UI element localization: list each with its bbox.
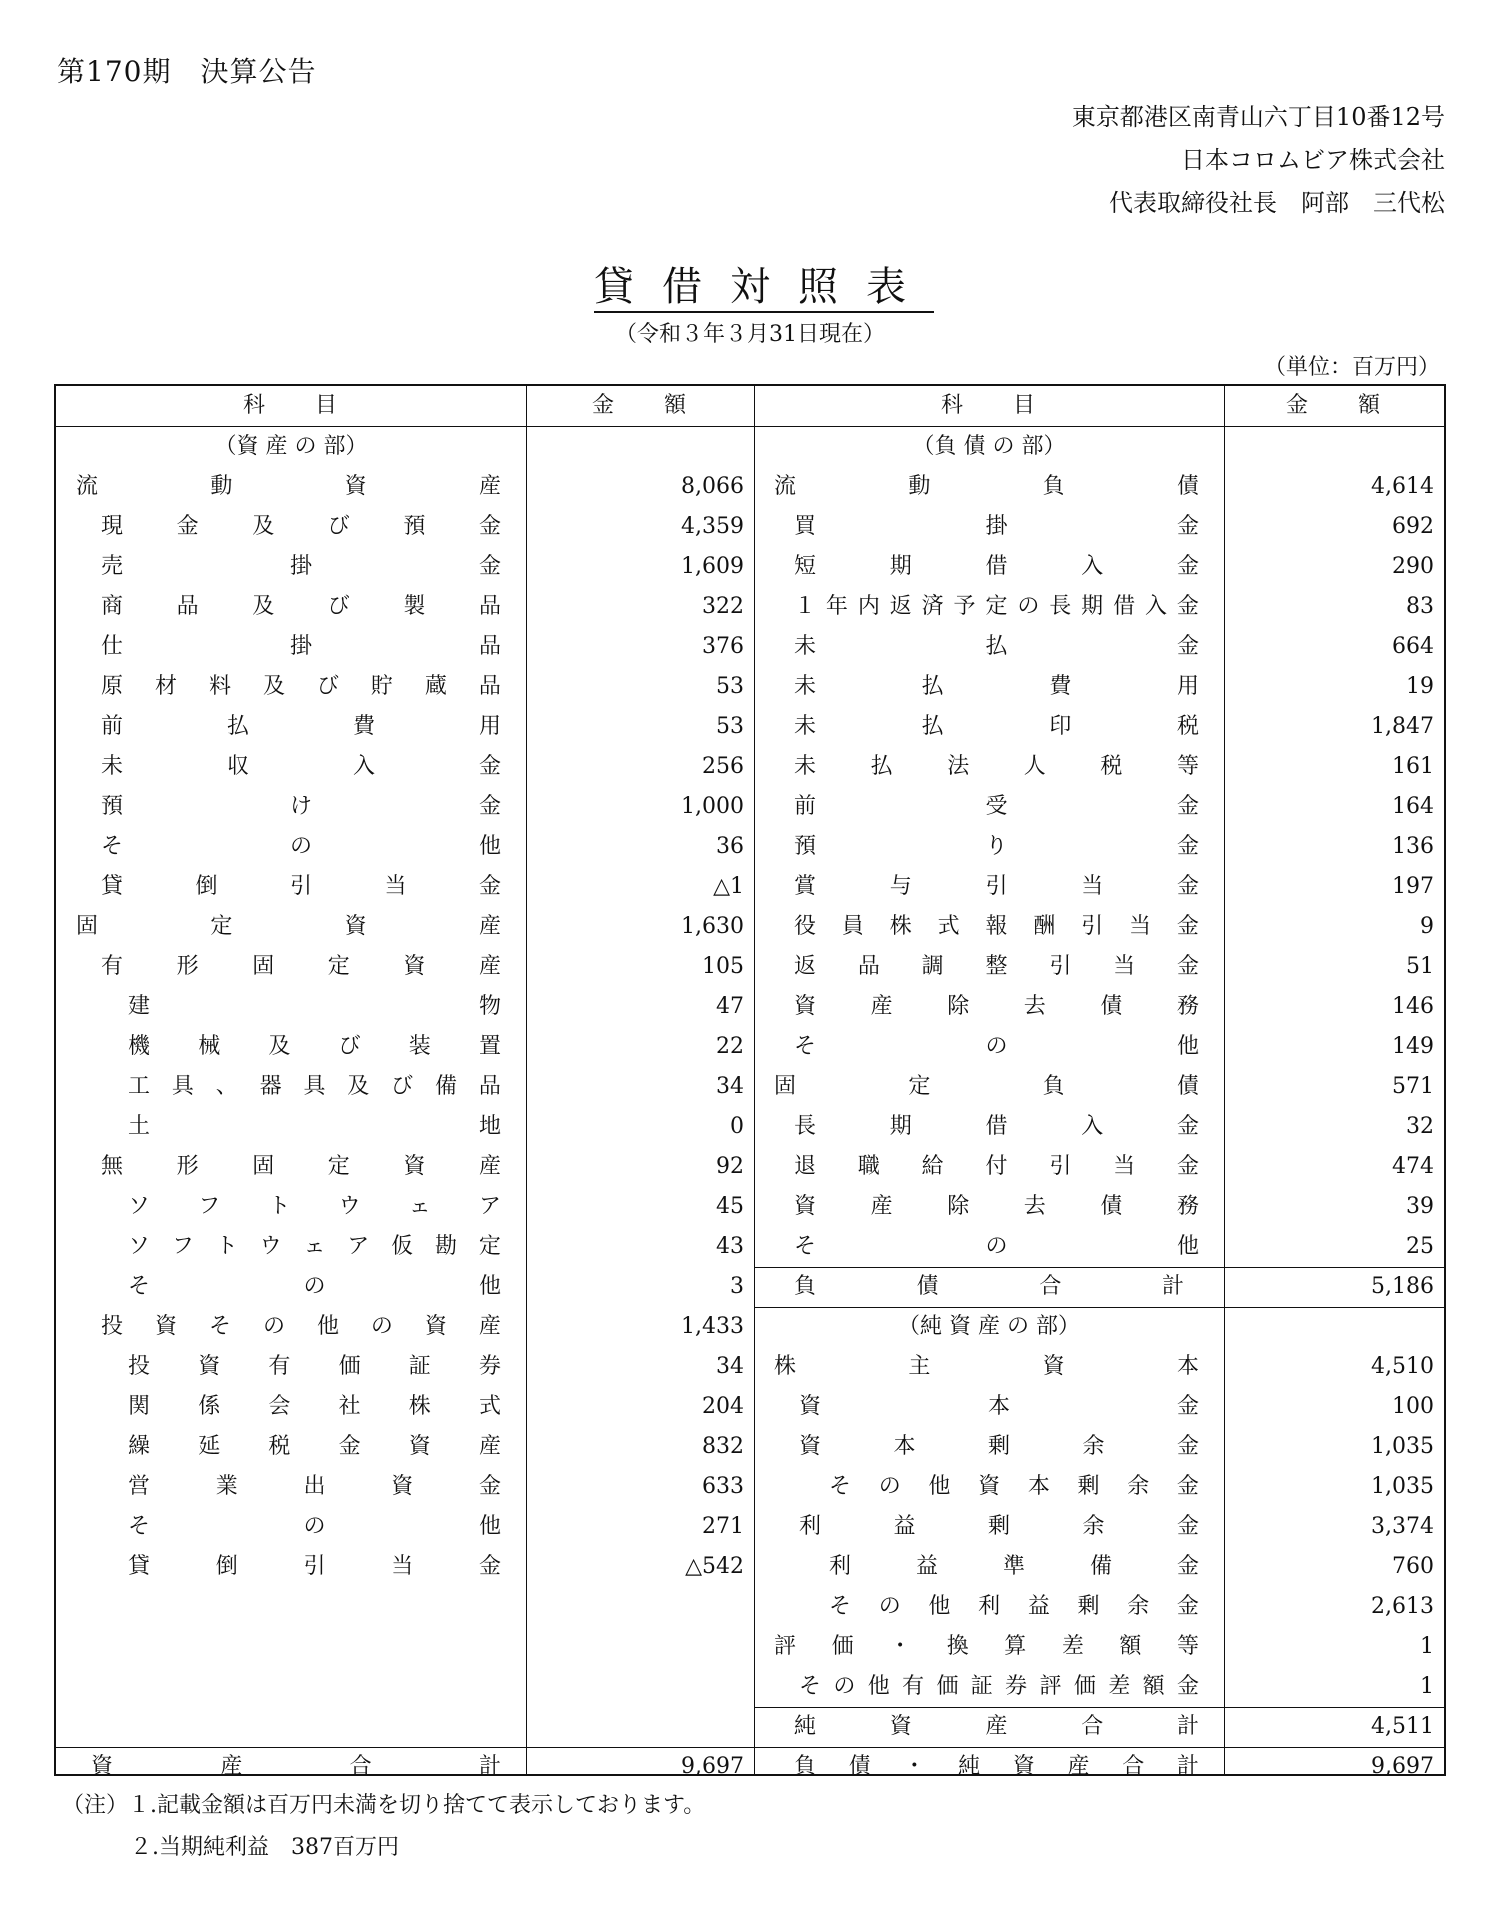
- liability-row-label: 未 払 印 税: [794, 714, 1199, 739]
- net-asset-row-amount: 1: [1420, 1674, 1434, 1699]
- asset-row-amount: 633: [702, 1474, 744, 1499]
- net-asset-row-amount: 100: [1392, 1394, 1434, 1419]
- liability-row-label: 預 り 金: [794, 834, 1199, 859]
- asset-row-label: 流 動 資 産: [76, 474, 501, 499]
- column-header-subject: 科 目: [242, 393, 339, 418]
- net-asset-row-label: 利 益 準 備 金: [829, 1554, 1199, 1579]
- asset-row-label: 建 物: [128, 994, 501, 1019]
- asset-row-label: ソ フ ト ウ ェ ア 仮 勘 定: [128, 1234, 501, 1259]
- asset-row-label: そ の 他: [128, 1274, 501, 1299]
- note-line-2: ２.当期純利益 387百万円: [130, 1835, 399, 1860]
- liability-row-label: 賞 与 引 当 金: [794, 874, 1199, 899]
- liability-row-amount: 39: [1406, 1194, 1434, 1219]
- asset-row-label: 仕 掛 品: [101, 634, 501, 659]
- liability-row-amount: 149: [1392, 1034, 1434, 1059]
- liability-row-amount: 164: [1392, 794, 1434, 819]
- liability-row-amount: 664: [1392, 634, 1434, 659]
- liability-row-amount: 571: [1392, 1074, 1434, 1099]
- asset-row-label: 固 定 資 産: [76, 914, 501, 939]
- liability-row-amount: 197: [1392, 874, 1434, 899]
- liability-row-label: 買 掛 金: [794, 514, 1199, 539]
- liability-row-label: 役 員 株 式 報 酬 引 当 金: [794, 914, 1199, 939]
- net-assets-section-heading: （純 資 産 の 部）: [898, 1314, 1080, 1339]
- grand-total-amount: 9,697: [1371, 1754, 1434, 1779]
- liability-row-amount: 290: [1392, 554, 1434, 579]
- company-name: 日本コロムビア株式会社: [1181, 146, 1445, 174]
- asset-row-amount: 3: [730, 1274, 744, 1299]
- asset-row-amount: 43: [716, 1234, 744, 1259]
- asset-row-amount: 376: [702, 634, 744, 659]
- liability-row-label: 資 産 除 去 債 務: [794, 994, 1199, 1019]
- liability-row-label: 未 払 費 用: [794, 674, 1199, 699]
- note-line-1: （注）１.記載金額は百万円未満を切り捨てて表示しております。: [62, 1793, 706, 1818]
- grand-total-label: 負 債 ・ 純 資 産 合 計: [794, 1754, 1199, 1779]
- asset-row-amount: 0: [730, 1114, 744, 1139]
- liabilities-total-label: 負 債 合 計: [794, 1274, 1184, 1299]
- liability-row-amount: 9: [1420, 914, 1434, 939]
- column-rule: [754, 386, 755, 1774]
- liability-row-label: 退 職 給 付 引 当 金: [794, 1154, 1199, 1179]
- net-asset-row-label: 利 益 剰 余 金: [799, 1514, 1199, 1539]
- liability-row-amount: 4,614: [1371, 474, 1434, 499]
- asset-row-label: 無 形 固 定 資 産: [101, 1154, 501, 1179]
- net-asset-row-label: 株 主 資 本: [774, 1354, 1199, 1379]
- column-header-amount: 金 額: [591, 393, 688, 418]
- asset-row-amount: 271: [702, 1514, 744, 1539]
- liability-row-amount: 83: [1406, 594, 1434, 619]
- liability-row-amount: 25: [1406, 1234, 1434, 1259]
- liability-row-label: 短 期 借 入 金: [794, 554, 1199, 579]
- liability-row-label: １ 年 内 返 済 予 定 の 長 期 借 入 金: [794, 594, 1199, 619]
- asset-row-amount: 45: [716, 1194, 744, 1219]
- asset-row-amount: 1,630: [681, 914, 744, 939]
- asset-row-label: 投 資 有 価 証 券: [128, 1354, 501, 1379]
- asset-row-amount: 1,433: [681, 1314, 744, 1339]
- asset-row-label: 営 業 出 資 金: [128, 1474, 501, 1499]
- asset-row-amount: 53: [716, 714, 744, 739]
- asset-row-label: 投 資 そ の 他 の 資 産: [101, 1314, 501, 1339]
- notice-title: 第170期 決算公告: [57, 55, 317, 88]
- asset-row-amount: 322: [702, 594, 744, 619]
- liability-row-label: 資 産 除 去 債 務: [794, 1194, 1199, 1219]
- balance-sheet-title: 貸借対照表: [0, 255, 1500, 312]
- asset-row-amount: 4,359: [681, 514, 744, 539]
- liability-row-amount: 136: [1392, 834, 1434, 859]
- liabilities-total-amount: 5,186: [1371, 1274, 1434, 1299]
- net-asset-row-amount: 760: [1392, 1554, 1434, 1579]
- assets-section-heading: （資 産 の 部）: [214, 434, 368, 459]
- liability-row-label: そ の 他: [794, 1034, 1199, 1059]
- liability-row-label: 未 払 法 人 税 等: [794, 754, 1199, 779]
- asset-row-label: 機 械 及 び 装 置: [128, 1034, 501, 1059]
- asset-row-amount: 92: [716, 1154, 744, 1179]
- asset-row-amount: 204: [702, 1394, 744, 1419]
- net-asset-row-amount: 2,613: [1371, 1594, 1434, 1619]
- column-header-subject: 科 目: [940, 393, 1037, 418]
- net-asset-row-label: そ の 他 利 益 剰 余 金: [829, 1594, 1199, 1619]
- asset-row-amount: 34: [716, 1354, 744, 1379]
- liability-row-amount: 692: [1392, 514, 1434, 539]
- asset-row-amount: 105: [702, 954, 744, 979]
- asset-row-label: 関 係 会 社 株 式: [128, 1394, 501, 1419]
- asset-row-label: 売 掛 金: [101, 554, 501, 579]
- asset-row-amount: 1,609: [681, 554, 744, 579]
- asset-row-label: 現 金 及 び 預 金: [101, 514, 501, 539]
- net-asset-row-amount: 3,374: [1371, 1514, 1434, 1539]
- asset-row-amount: △1: [713, 874, 744, 899]
- net-asset-row-amount: 1,035: [1371, 1434, 1434, 1459]
- unit-label: （単位：百万円）: [1263, 355, 1440, 380]
- notes: [62, 1785, 705, 1869]
- asset-row-label: ソ フ ト ウ ェ ア: [128, 1194, 501, 1219]
- asset-row-label: 前 払 費 用: [101, 714, 501, 739]
- asset-row-amount: 47: [716, 994, 744, 1019]
- asset-row-label: そ の 他: [101, 834, 501, 859]
- liability-row-label: 前 受 金: [794, 794, 1199, 819]
- net-assets-total-label: 純 資 産 合 計: [794, 1714, 1199, 1739]
- asset-row-label: 工 具 、 器 具 及 び 備 品: [128, 1074, 501, 1099]
- liability-row-amount: 474: [1392, 1154, 1434, 1179]
- asset-row-amount: 22: [716, 1034, 744, 1059]
- asset-row-label: 未 収 入 金: [101, 754, 501, 779]
- assets-total-amount: 9,697: [681, 1754, 744, 1779]
- net-asset-row-amount: 1,035: [1371, 1474, 1434, 1499]
- asset-row-label: 貸 倒 引 当 金: [101, 874, 501, 899]
- asset-row-label: 預 け 金: [101, 794, 501, 819]
- asset-row-amount: 832: [702, 1434, 744, 1459]
- asset-row-amount: 34: [716, 1074, 744, 1099]
- asset-row-amount: 1,000: [681, 794, 744, 819]
- net-asset-row-amount: 4,510: [1371, 1354, 1434, 1379]
- net-asset-row-label: 資 本 剰 余 金: [799, 1434, 1199, 1459]
- net-assets-total-amount: 4,511: [1371, 1714, 1434, 1739]
- asset-row-label: 商 品 及 び 製 品: [101, 594, 501, 619]
- asset-row-label: 土 地: [128, 1114, 501, 1139]
- asset-row-amount: △542: [685, 1554, 744, 1579]
- column-header-amount: 金 額: [1285, 393, 1382, 418]
- liability-row-label: そ の 他: [794, 1234, 1199, 1259]
- liability-row-label: 未 払 金: [794, 634, 1199, 659]
- asset-row-label: 貸 倒 引 当 金: [128, 1554, 501, 1579]
- liability-row-amount: 32: [1406, 1114, 1434, 1139]
- asset-row-amount: 36: [716, 834, 744, 859]
- balance-sheet-date: （令和３年３月31日現在）: [615, 322, 885, 347]
- assets-total-label: 資 産 合 計: [91, 1754, 501, 1779]
- liability-row-amount: 19: [1406, 674, 1434, 699]
- liability-row-amount: 161: [1392, 754, 1434, 779]
- net-asset-row-label: そ の 他 有 価 証 券 評 価 差 額 金: [799, 1674, 1199, 1699]
- liability-row-label: 返 品 調 整 引 当 金: [794, 954, 1199, 979]
- asset-row-label: 原 材 料 及 び 貯 蔵 品: [101, 674, 501, 699]
- asset-row-label: そ の 他: [128, 1514, 501, 1539]
- company-representative: 代表取締役社長 阿部 三代松: [1109, 189, 1445, 217]
- net-asset-row-label: 資 本 金: [799, 1394, 1199, 1419]
- liability-row-label: 流 動 負 債: [774, 474, 1199, 499]
- balance-sheet-table: [54, 384, 1446, 1779]
- asset-row-amount: 256: [702, 754, 744, 779]
- asset-row-amount: 8,066: [681, 474, 744, 499]
- liability-row-label: 長 期 借 入 金: [794, 1114, 1199, 1139]
- net-asset-row-label: 評 価 ・ 換 算 差 額 等: [774, 1634, 1199, 1659]
- net-asset-row-amount: 1: [1420, 1634, 1434, 1659]
- asset-row-label: 繰 延 税 金 資 産: [128, 1434, 501, 1459]
- asset-row-amount: 53: [716, 674, 744, 699]
- asset-row-label: 有 形 固 定 資 産: [101, 954, 501, 979]
- liability-row-amount: 51: [1406, 954, 1434, 979]
- net-asset-row-label: そ の 他 資 本 剰 余 金: [829, 1474, 1199, 1499]
- liability-row-amount: 1,847: [1371, 714, 1434, 739]
- company-address: 東京都港区南青山六丁目10番12号: [1071, 103, 1445, 131]
- liability-row-label: 固 定 負 債: [774, 1074, 1199, 1099]
- liabilities-section-heading: （負 債 の 部）: [912, 434, 1066, 459]
- liability-row-amount: 146: [1392, 994, 1434, 1019]
